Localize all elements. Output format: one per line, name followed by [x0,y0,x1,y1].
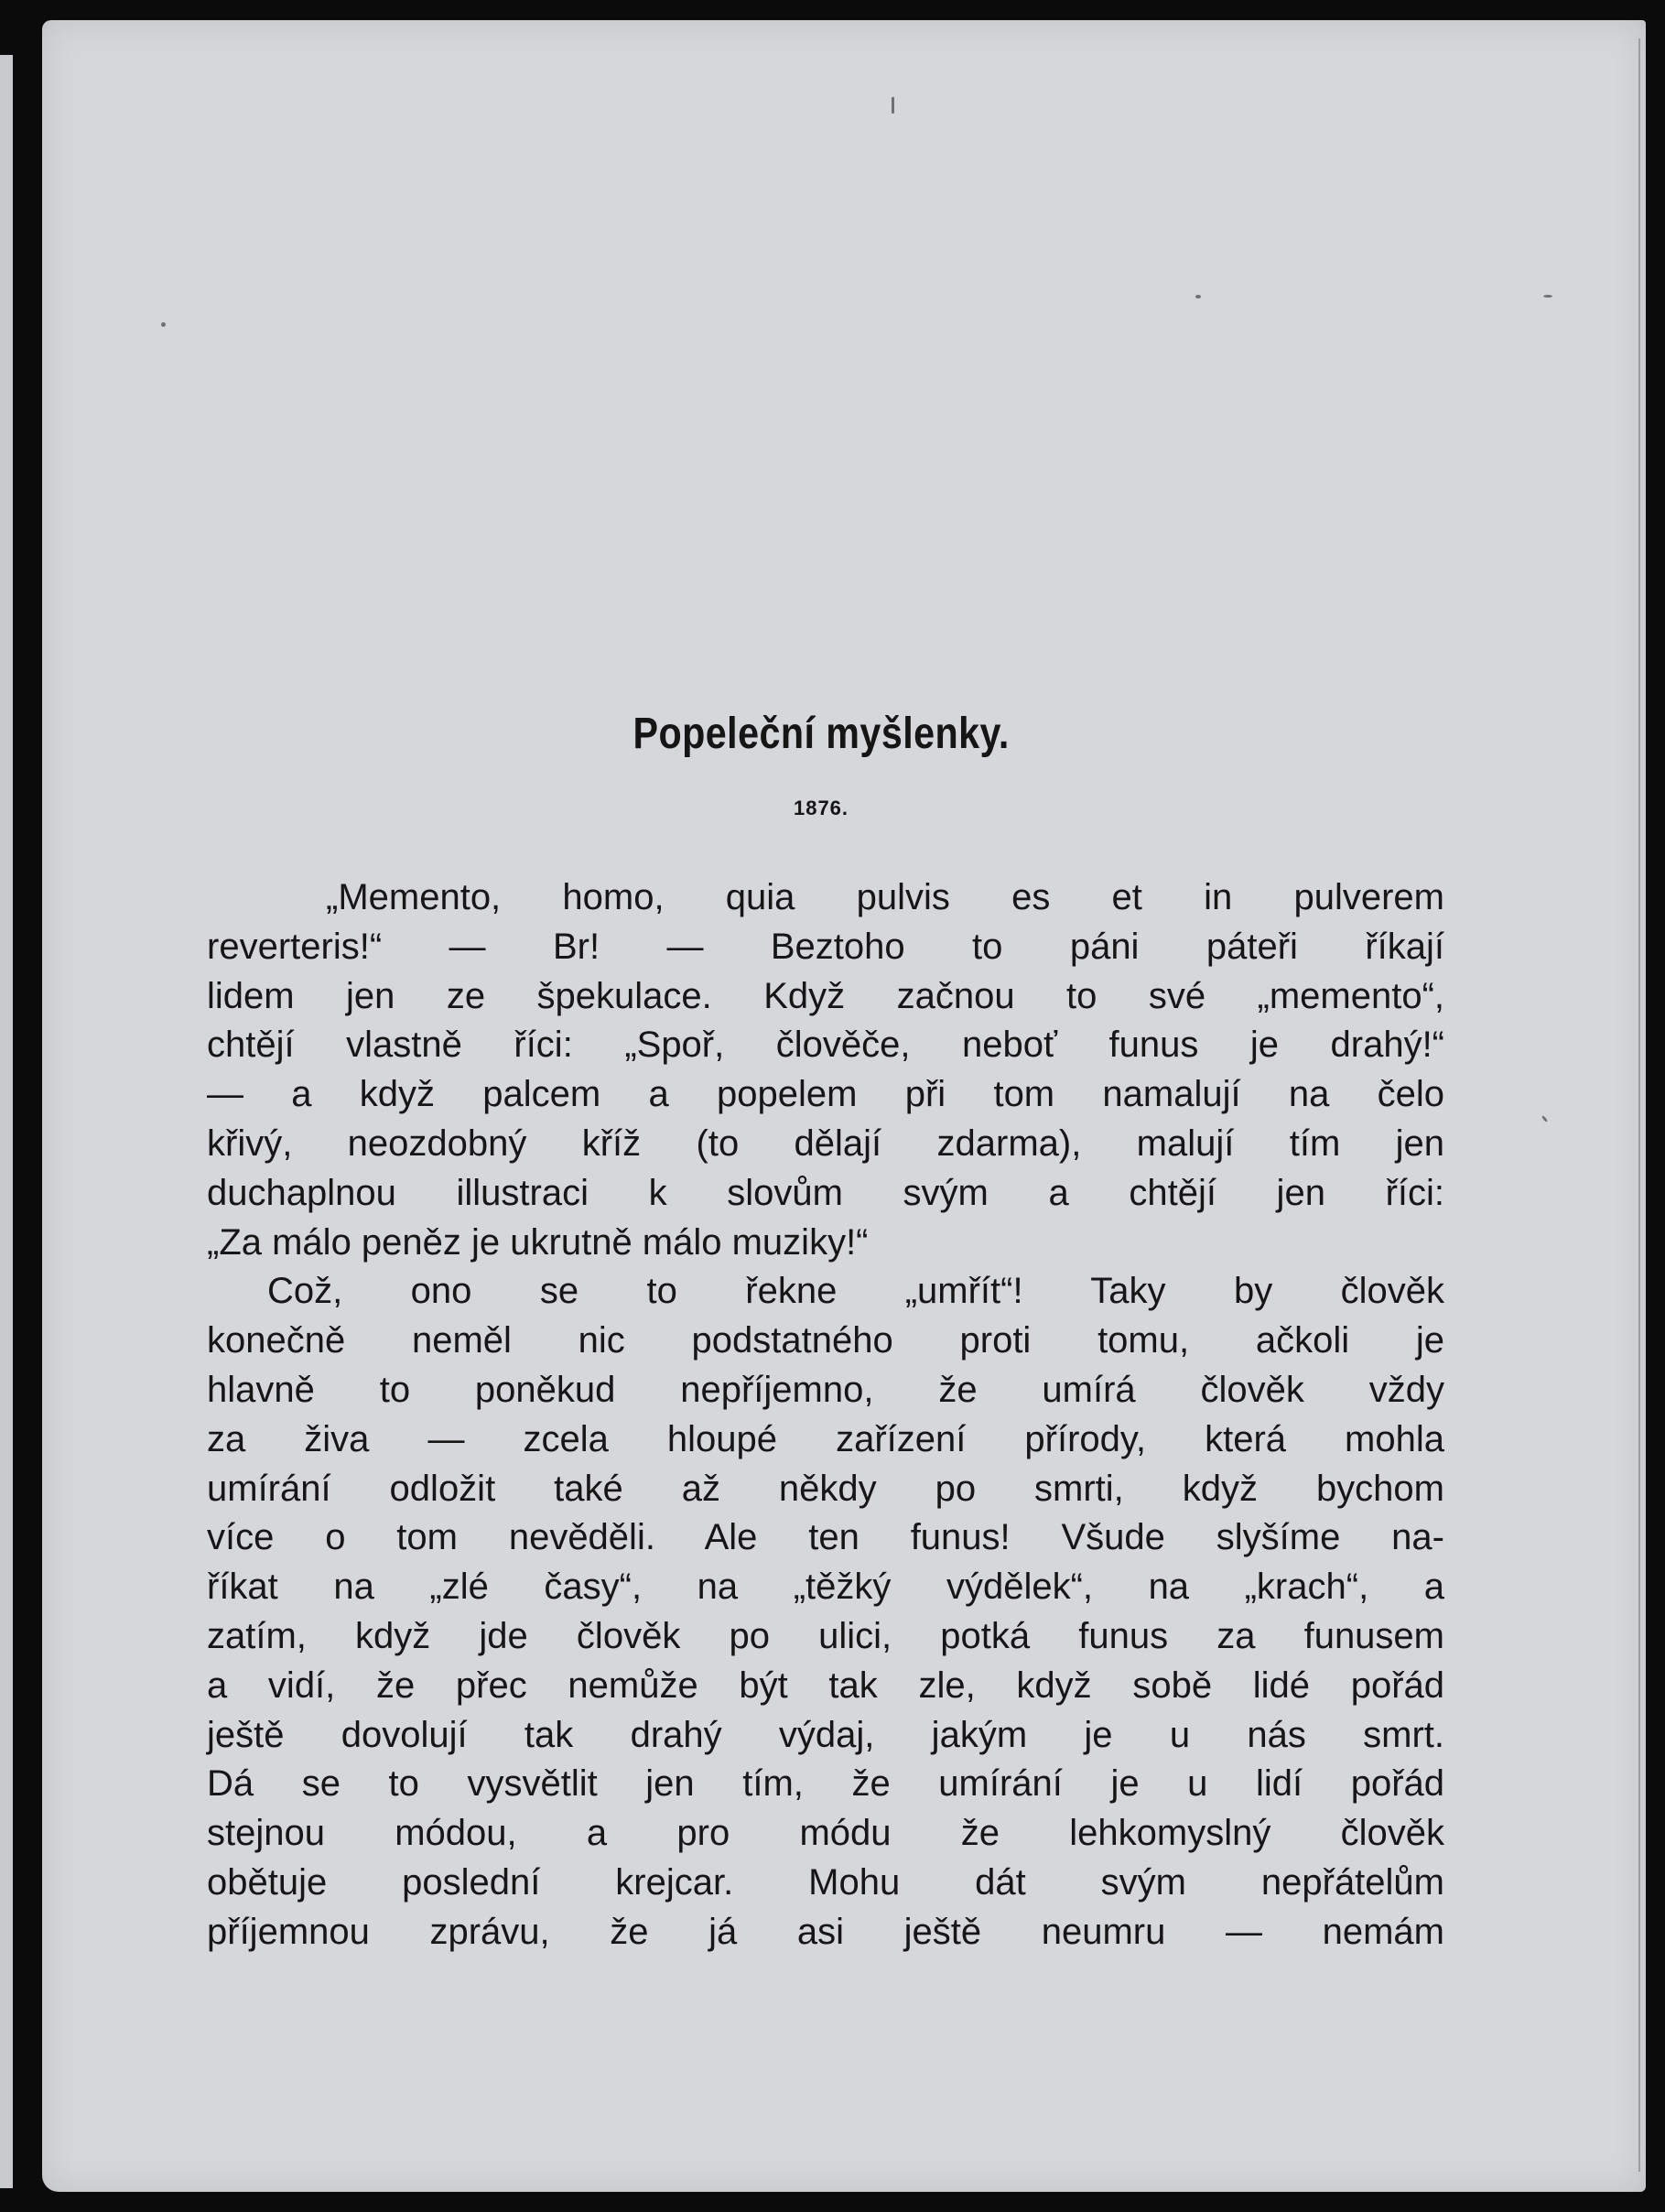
body-text [207,873,1444,1957]
text-line: Což, ono se to řekne „umřít“! Taky by člověk [267,1271,1444,1312]
text-line: umírání odložit také až někdy po smrti, když bychom [207,1468,1444,1509]
text-line: obětuje poslední krejcar. Mohu dát svým nepřátelům [207,1861,1444,1903]
text-line: Dá se to vysvětlit jen tím, že umírání je u lidí pořád [207,1763,1444,1805]
text-line: za živa — zcela hloupé zařízení přírody, která mohla [207,1418,1444,1459]
paper-speck [1541,1115,1548,1122]
text-line: reverteris!“ — Br! — Beztoho to páni páteři říkají [207,926,1444,967]
text-line: křivý, neozdobný kříž (to dělají zdarma), malují tím jen [207,1122,1444,1164]
paper-speck [892,97,894,114]
text-line: lidem jen ze špekulace. Když začnou to své „memento“, [207,975,1444,1016]
text-line: ještě dovolují tak drahý výdaj, jakým je u nás smrt. [207,1714,1444,1755]
page-fold-shadow [1638,38,1640,2172]
chapter-title: Popeleční myšlenky. [632,710,1010,758]
text-line: říkat na „zlé časy“, na „těžký výdělek“, na „krach“, a [207,1567,1444,1608]
text-line: více o tom nevěděli. Ale ten funus! Všude slyšíme na- [207,1517,1444,1558]
text-line: konečně neměl nic podstatného proti tomu, ačkoli je [207,1320,1444,1361]
text-line: — a když palcem a popelem při tom namalují na čelo [207,1074,1444,1115]
chapter-year: 1876. [793,797,849,819]
paper-speck [1543,295,1552,298]
text-line: zatím, když jde člověk po ulici, potká funus za funusem [207,1615,1444,1656]
adjacent-page-edge [0,55,13,2188]
text-line: duchaplnou illustraci k slovům svým a chtějí jen říci: [207,1172,1444,1213]
text-line: příjemnou zprávu, že já asi ještě neumru — nemám [207,1911,1444,1952]
text-line: chtějí vlastně říci: „Spoř, člověče, neboť funus je drahý!“ [207,1025,1444,1066]
book-page [42,20,1646,2192]
text-line: hlavně to poněkud nepříjemno, že umírá člověk vždy [207,1369,1444,1410]
text-line: „Memento, homo, quia pulvis es et in pulverem [326,877,1444,917]
text-line: stejnou módou, a pro módu že lehkomyslný člověk [207,1813,1444,1854]
text-line: a vidí, že přec nemůže být tak zle, když sobě lidé pořád [207,1664,1444,1706]
paper-speck [1195,295,1201,298]
text-line: „Za málo peněz je ukrutně málo muziky!“ [207,1221,869,1263]
paper-speck [161,322,166,327]
